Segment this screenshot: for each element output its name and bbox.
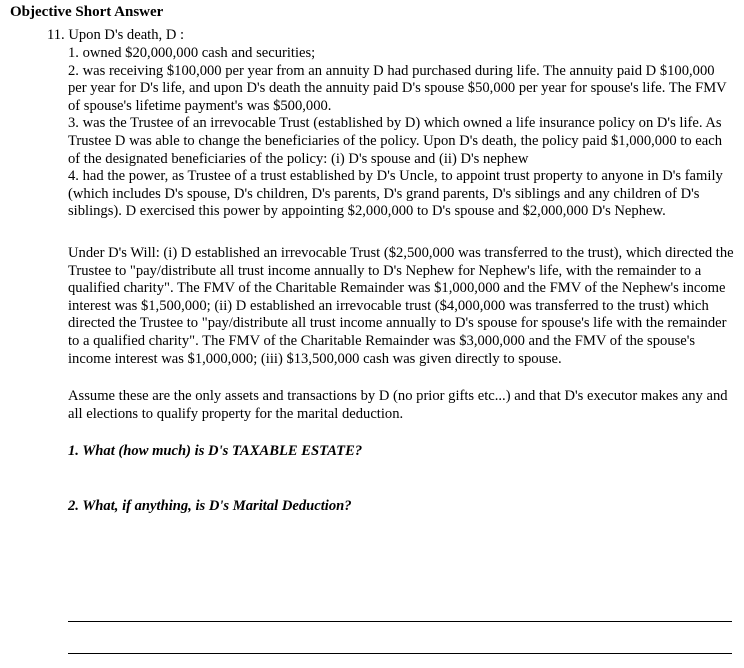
- asset-list: [68, 45, 736, 221]
- asset-item-1: 1. owned $20,000,000 cash and securities;: [68, 45, 316, 61]
- answer-line[interactable]: [68, 653, 732, 654]
- question-header: 11. Upon D's death, D :: [47, 27, 185, 43]
- answer-line[interactable]: [68, 621, 732, 622]
- will-paragraph: Under D's Will: (i) D established an irrevocable Trust ($2,500,000 was transferred to the trust), which directed the Trustee to "pay/distribute all trust income annually to D's Nephew for Nephew's life, with the remainder to a qualified charity". The FMV of the Charitable Remainder was $1,000,000 and the FMV of the Nephew's income interest was $1,500,000; (ii) D established an irrevocable trust ($4,000,000 was transferred to the trust) which directed the Trustee to "pay/distribute all trust income annually to D's spouse for spouse's life with the remainder to a qualified charity". The FMV of the Charitable Remainder was $3,000,000 and the FMV of the spouse's income interest was $1,000,000; (iii) $13,500,000 cash was given directly to spouse.: [68, 245, 734, 367]
- asset-item-2: 2. was receiving $100,000 per year from an annuity D had purchased during life. The annuity paid D $100,000 per year for D's life, and upon D's death the annuity paid D's spouse $50,000 per year for spouse's life. The FMV of spouse's lifetime payment's was $500,000.: [68, 62, 727, 114]
- asset-item-3: 3. was the Trustee of an irrevocable Trust (established by D) which owned a life insurance policy on D's life. As Trustee D was able to change the beneficiaries of the policy. Upon D's death, the policy paid $1,000,000 to each of the designated beneficiaries of the policy: (i) D's spouse and (ii) D's nephew: [68, 115, 723, 167]
- section-title: Objective Short Answer: [10, 4, 164, 20]
- asset-item-4: 4. had the power, as Trustee of a trust established by D's Uncle, to appoint trust property to anyone in D's family (which includes D's spouse, D's children, D's parents, D's grand parents, D's siblings and any children of D's siblings). D exercised this power by appointing $2,000,000 to D's spouse and $2,000,000 D's Nephew.: [68, 168, 723, 220]
- assumption-paragraph: Assume these are the only assets and transactions by D (no prior gifts etc...) and that D's executor makes any and all elections to qualify property for the marital deduction.: [68, 388, 728, 422]
- question-marital-deduction: 2. What, if anything, is D's Marital Deduction?: [68, 498, 352, 514]
- question-taxable-estate: 1. What (how much) is D's TAXABLE ESTATE?: [68, 443, 363, 459]
